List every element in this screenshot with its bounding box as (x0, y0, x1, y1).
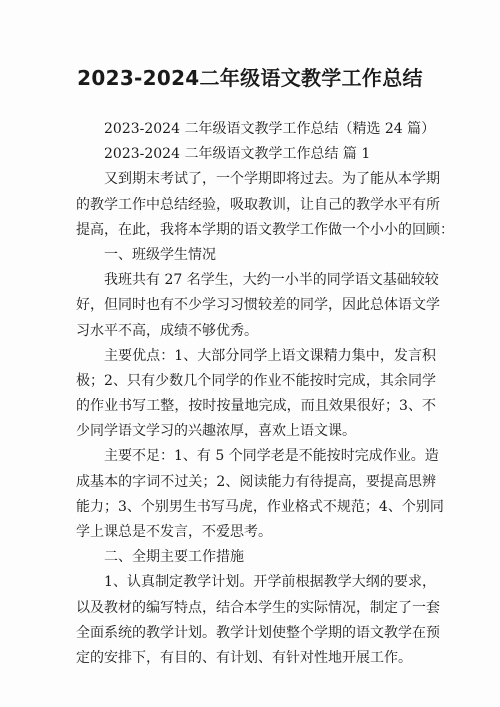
text-line: 的作业书写工整，按时按量地完成，而且效果很好；3、不 (76, 398, 436, 415)
text-line: 主要优点：1、大部分同学上语文课精力集中，发言积 (104, 347, 436, 364)
text-line: 的教学工作中总结经验，吸取教训，让自己的教学水平有所 (76, 196, 440, 213)
text-line: 以及教材的编写特点，结合本学生的实际情况，制定了一套 (76, 599, 440, 616)
text-line: 定的安排下，有目的、有计划、有针对性地开展工作。 (76, 649, 412, 666)
text-line: 全面系统的教学计划。教学计划使整个学期的语文教学在预 (76, 624, 440, 641)
text-line: 提高，在此，我将本学期的语文教学工作做一个小小的回顾： (76, 221, 454, 238)
text-line: 又到期末考试了，一个学期即将过去。为了能从本学期 (104, 171, 440, 188)
text-line: 主要不足：1、有 5 个同学老是不能按时完成作业。造 (104, 448, 439, 465)
text-line: 2023-2024 二年级语文教学工作总结 篇 1 (104, 146, 371, 163)
text-line: 一、班级学生情况 (104, 246, 216, 263)
text-line: 2023-2024 二年级语文教学工作总结（精选 24 篇） (104, 121, 436, 137)
text-line: 二、全期主要工作措施 (104, 549, 244, 566)
text-line: 好，但同时也有不少学习习惯较差的同学，因此总体语文学 (76, 297, 440, 314)
document-body (76, 117, 454, 671)
text-line: 学上课总是不发言，不爱思考。 (76, 524, 272, 540)
text-line: 1、认真制定教学计划。开学前根据教学大纲的要求， (104, 574, 436, 591)
text-line: 成基本的字词不过关；2、阅读能力有待提高，要提高思辨 (76, 473, 436, 490)
text-line: 少同学语文学习的兴趣浓厚，喜欢上语文课。 (76, 423, 356, 440)
text-line: 我班共有 27 名学生，大约一小半的同学语文基础较较 (104, 272, 439, 289)
document-title: 2023-2024二年级语文教学工作总结 (77, 66, 423, 90)
text-line: 习水平不高，成绩不够优秀。 (76, 322, 258, 339)
text-line: 能力；3、个别男生书写马虎，作业格式不规范；4、个别同 (76, 498, 444, 515)
text-line: 极；2、只有少数几个同学的作业不能按时完成，其余同学 (76, 372, 436, 389)
